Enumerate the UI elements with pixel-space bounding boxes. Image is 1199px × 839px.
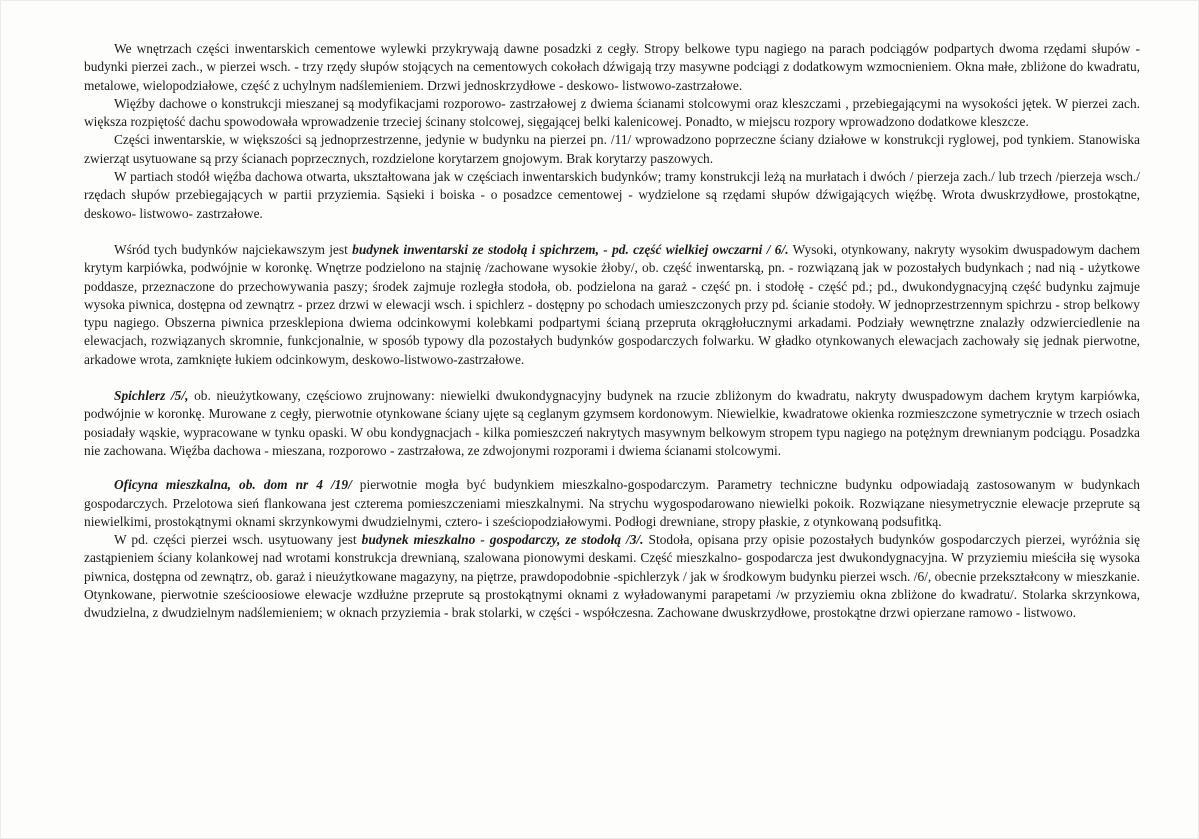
paragraph-interiors: [84, 40, 1140, 95]
paragraph-granary: [84, 387, 1140, 460]
paragraph-text-before: W pd. części pierzei wsch. usytuowany jest: [114, 532, 362, 548]
paragraph-livestock-parts: [84, 131, 1140, 168]
paragraph-lead: Oficyna mieszkalna, ob. dom nr 4 /19/: [114, 477, 352, 493]
paragraph-lead: Spichlerz /5/,: [114, 388, 189, 404]
paragraph-text: W partiach stodół więźba dachowa otwarta, ukształtowana jak w częściach inwentarskich budynków; tramy konstrukcji leżą na murłatach i dwóch / pierzeja zach./ lub trzech /pierzeja wsch./ rzędach słupów przebiegających w partii przyziemia. Sąsieki i boiska - o posadzce cementowej - wydzielone są rzędami słupów dźwigających więźbę. Wrota dwuskrzydłowe, prostokątne, deskowo- listwowo- zastrzałowe.: [84, 169, 1140, 221]
paragraph-emphasis: budynek inwentarski ze stodołą i spichrzem, - pd. część wielkiej owczarni / 6/.: [352, 241, 789, 257]
paragraph-barns: [84, 168, 1140, 223]
paragraph-residential-annex: [84, 476, 1140, 531]
paragraph-text: Więźby dachowe o konstrukcji mieszanej są modyfikacjami rozporowo- zastrzałowej z dwiema ścianami stolcowymi oraz kleszczami , przebiegającymi na wysokości jętek. W pierzei zach. większa rozpiętość dachu spowodowała wprowadzenie trzeciej ścinany stolcowej, sięgającej belki kalenicowej. Ponadto, w miejscu rozpory wprowadzono dodatkowe kleszcze.: [84, 95, 1140, 130]
paragraph-residential-farm-building: [84, 531, 1140, 622]
paragraph-text: pierwotnie mogła być budynkiem mieszkalno-gospodarczym. Parametry techniczne budynku odpowiadają zastosowanym w budynkach gospodarczych. Przelotowa sień flankowana jest czterema pomieszczeniami mieszkalnymi. Na strychu wygospodarowano niewielki pokoik. Rozwiązane niesymetrycznie elewacje przeprute są niewielkimi, prostokątnymi oknami skrzynkowymi dwudzielnymi, cztero- i sześciopodziałowymi. Podłogi drewniane, stropy płaskie, z otynkowaną podsufitką.: [84, 477, 1140, 529]
paragraph-text-before: Wśród tych budynków najciekawszym jest: [114, 241, 353, 257]
paragraph-roof-trusses: [84, 95, 1140, 132]
paragraph-text: Części inwentarskie, w większości są jednoprzestrzenne, jedynie w budynku na pierzei pn. /11/ wprowadzono poprzeczne ściany działowe w konstrukcji ryglowej, pod tynkiem. Stanowiska zwierząt usytuowane są przy ścianach poprzecznych, rozdzielone korytarzem gnojowym. Brak korytarzy paszowych.: [84, 132, 1140, 166]
document-text: [84, 40, 1140, 623]
paragraph-text: Stodoła, opisana przy opisie pozostałych budynków gospodarczych pierzei, wyróżnia się zastąpieniem ściany kolankowej nad wrotami konstrukcja drewnianą, szalowana pionowymi deskami. Część mieszkalno- gospodarcza jest dwukondygnacyjna. W przyziemiu mieściła się wysoka piwnica, dostępna od zewnątrz, ob. garaż i nieużytkowane magazyny, na piętrze, prawdopodobnie -spichlerzyk / jak w środkowym budynku pierzei wsch. /6/, obecnie przekształcony w mieszkanie. Otynkowane, pierwotnie sześcioosiowe elewacje wzdłużne przeprute są prostokątnymi oknami z wyładowanymi parapetami /w przyziemiu okna zbliżone do kwadratu/. Stolarka skrzynkowa, dwudzielna, z dwudzielnym nadślemieniem; w oknach przyziemia - brak stolarki, w części - współczesna. Zachowane dwuskrzydłowe, prostokątne drzwi opierzane ramowo - listwowo.: [84, 532, 1140, 621]
paragraph-text: We wnętrzach części inwentarskich cementowe wylewki przykrywają dawne posadzki z cegły. Stropy belkowe typu nagiego na parach podciągów podpartych dwoma rzędami słupów - budynki pierzei zach., w pierzei wsch. - trzy rzędy słupów stojących na cementowych cokołach dźwigają trzy masywne podciągi z dodatkowym wzmocnieniem. Okna małe, zbliżone do kwadratu, metalowe, wielopodziałowe, część z uchylnym nadślemieniem. Drzwi jednoskrzydłowe - deskowo- listwowo-zastrzałowe.: [84, 41, 1140, 93]
paragraph-text: ob. nieużytkowany, częściowo zrujnowany: niewielki dwukondygnacyjny budynek na rzucie zbliżonym do kwadratu, nakryty dwuspadowym dachem krytym karpiówka, podwójnie w koronkę. Murowane z cegły, pierwotnie otynkowane ściany ujęte są ceglanym gzymsem kordonowym. Niewielkie, kwadratowe okienka rozmieszczone symetrycznie w trzech osiach posiadały wąskie, wypracowane w tynku opaski. W obu kondygnacjach - kilka pomieszczeń nakrytych masywnym belkowym stropem typu nagiego na potężnym drewnianym podciągu. Posadzka nie zachowana. Więźba dachowa - mieszana, rozporowo - zastrzałowa, ze zdwojonymi rozporami i dwiema ścianami stolcowymi.: [84, 388, 1140, 458]
paragraph-emphasis: budynek mieszkalno - gospodarczy, ze stodołą /3/.: [361, 532, 644, 548]
paragraph-text: Wysoki, otynkowany, nakryty wysokim dwuspadowym dachem krytym karpiówka, podwójnie w koronkę. Wnętrze podzielono na stajnię /zachowane wysokie żłoby/, ob. część inwentarską, pn. - rozwiązaną jak w pozostałych budynkach ; nad nią - użytkowe poddasze, przeznaczone do przechowywania paszy; środek zajmuje rozległa stodoła, ob. podzielona na garaż - część pn. i stodołę - część pd.; pd., dwukondygnacyjną część budynku zajmuje wysoka piwnica, dostępna od zewnątrz - przez drzwi w elewacji wsch. i spichlerz - dostępny po schodach umieszczonych przy pd. ścianie stodoły. W jednoprzestrzennym spichrzu - strop belkowy typu nagiego. Obszerna piwnica przesklepiona dwiema odcinkowymi kolebkami podpartymi ścianą przepruta okrągłołucznymi arkadami. Podziały wewnętrzne znalazły odzwierciedlenie na elewacjach, rozwiązanych skromnie, funkcjonalnie, w sposób typowy dla pozostałych budynków gospodarczych folwarku. W gładko otynkowanych elewacjach zachowały się jednak pierwotne, arkadowe wrota, zamknięte łukiem odcinkowym, deskowo-listwowo-zastrzałowe.: [84, 241, 1140, 367]
paragraph-livestock-building: [84, 241, 1140, 369]
